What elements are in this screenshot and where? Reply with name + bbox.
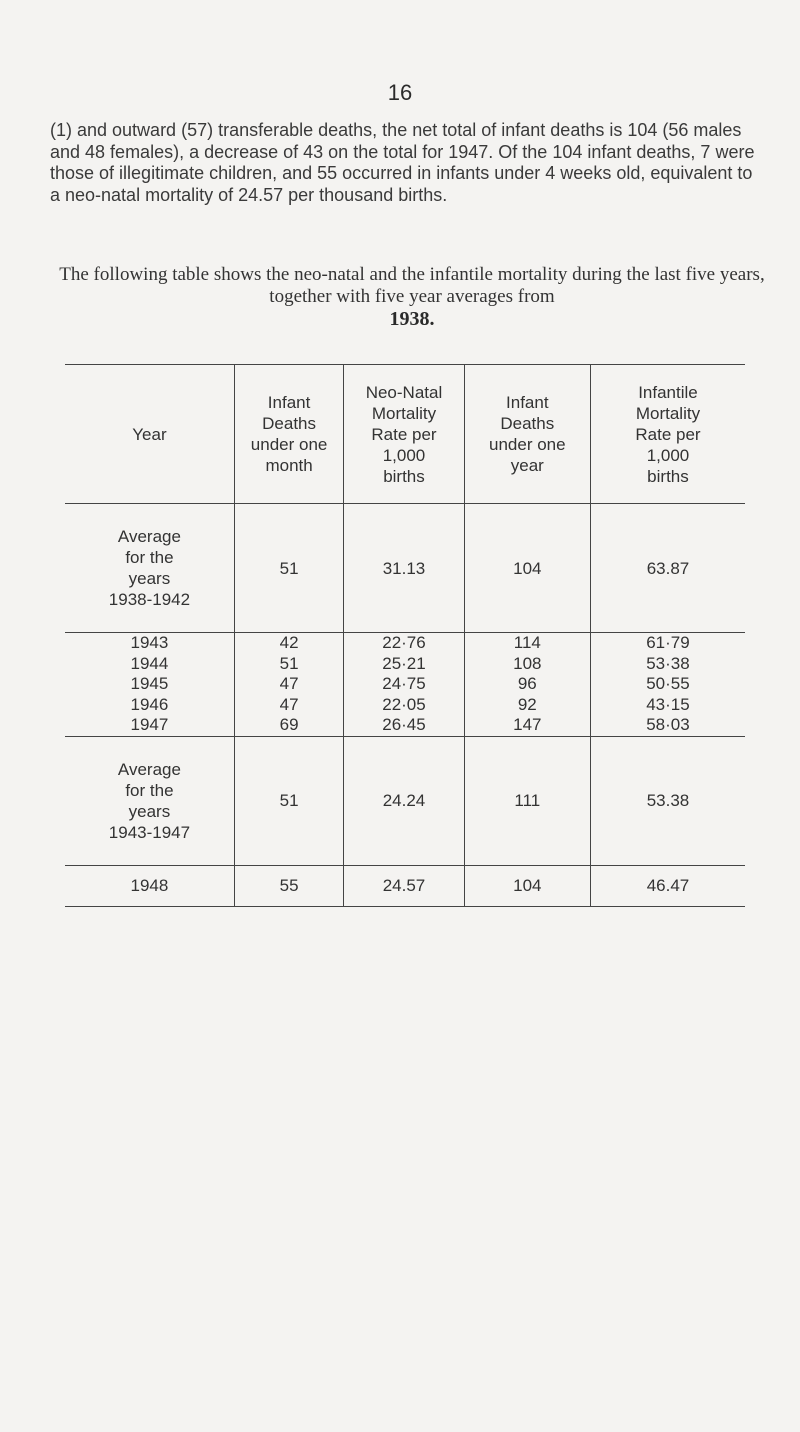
table-cell: 24.57 xyxy=(344,865,464,906)
header-infant-deaths-year xyxy=(464,365,590,504)
average-label xyxy=(65,504,234,633)
table-cell: 51 xyxy=(279,653,299,673)
header-neo-natal-rate xyxy=(344,365,464,504)
table-cell: 1948 xyxy=(65,865,234,906)
header-text: births xyxy=(383,466,425,486)
label-text: years xyxy=(128,569,171,588)
label-text: Average xyxy=(117,527,181,546)
header-text: 1,000 xyxy=(646,445,690,465)
header-text: Mortality xyxy=(371,403,437,423)
table-heading-text: The following table shows the neo-natal and the infantile mortality during the last five years, together with five year averages from xyxy=(59,264,765,307)
table-cell: 111 xyxy=(464,736,590,865)
label-text: years xyxy=(128,801,171,821)
table-cell: 22·76 xyxy=(382,633,426,652)
table-cell: 104 xyxy=(464,504,590,633)
header-text: year xyxy=(510,456,544,475)
table-cell: 1947 xyxy=(130,715,169,734)
infant-deaths-year-column xyxy=(464,633,590,737)
header-text: Infant xyxy=(267,393,311,412)
header-text: Infant xyxy=(506,393,549,412)
table-cell: 24.24 xyxy=(344,736,464,865)
table-cell: 24·75 xyxy=(382,674,426,693)
header-text: under one xyxy=(489,435,566,454)
header-year: Year xyxy=(65,365,234,504)
label-text: 1938-1942 xyxy=(108,590,191,609)
label-text: Average xyxy=(117,759,181,779)
table-cell: 63.87 xyxy=(590,504,745,633)
table-cell: 104 xyxy=(464,865,590,906)
header-text: Neo-Natal xyxy=(365,382,443,402)
header-text: 1,000 xyxy=(382,445,426,465)
table-cell: 147 xyxy=(513,715,542,734)
table-cell: 96 xyxy=(517,674,537,693)
table-cell: 31.13 xyxy=(344,504,464,633)
infant-deaths-month-column xyxy=(234,633,343,737)
table-cell: 26·45 xyxy=(382,715,426,734)
header-text: births xyxy=(647,466,689,486)
yearly-rows-1943-1947 xyxy=(65,633,745,737)
table-cell: 1943 xyxy=(130,633,169,652)
average-row-1943-1947 xyxy=(65,736,745,865)
table-cell: 47 xyxy=(279,694,299,714)
table-cell: 1946 xyxy=(130,694,169,714)
table-cell: 47 xyxy=(279,674,299,693)
average-row-1938-1942 xyxy=(65,504,745,633)
table-cell: 61·79 xyxy=(646,633,690,652)
table-cell: 58·03 xyxy=(646,715,690,734)
table-cell: 43·15 xyxy=(646,694,690,714)
table-cell: 51 xyxy=(234,736,343,865)
label-text: 1943-1947 xyxy=(108,822,191,842)
average-label xyxy=(65,736,234,865)
table-heading xyxy=(40,264,784,330)
row-1948 xyxy=(65,865,745,906)
intro-paragraph: (1) and outward (57) transferable deaths, the net total of infant deaths is 104 (56 males and 48 females), a decrease of 43 on the total for 1947. Of the 104 infant deaths, 7 were those of illegitimate children, and 55 occurred in infants under 4 weeks old, equivalent to a neo-natal mortality of 24.57 per thousand births. xyxy=(50,120,755,205)
header-text: Rate per xyxy=(371,424,437,444)
header-text: Deaths xyxy=(500,414,555,433)
table-heading-year: 1938. xyxy=(389,308,435,330)
header-text: Mortality xyxy=(635,403,701,423)
table-cell: 53.38 xyxy=(590,736,745,865)
table-cell: 92 xyxy=(517,694,537,714)
header-infantile-rate xyxy=(590,365,745,504)
header-text: Rate per xyxy=(635,424,701,444)
table-cell: 114 xyxy=(513,633,541,652)
table-cell: 53·38 xyxy=(646,653,690,673)
header-text: Infantile xyxy=(638,382,698,402)
table-cell: 22·05 xyxy=(382,694,426,714)
table-cell: 51 xyxy=(234,504,343,633)
label-text: for the xyxy=(125,548,174,567)
header-text: month xyxy=(265,456,313,475)
table-cell: 50·55 xyxy=(646,674,690,693)
table-cell: 1945 xyxy=(130,674,169,693)
table-cell: 46.47 xyxy=(590,865,745,906)
table-cell: 1944 xyxy=(130,653,169,673)
table-header-row xyxy=(65,365,745,504)
year-column xyxy=(65,633,234,737)
infantile-rate-column xyxy=(590,633,745,737)
table-cell: 55 xyxy=(234,865,343,906)
mortality-table xyxy=(65,364,745,907)
table-cell: 42 xyxy=(279,633,299,652)
header-text: Deaths xyxy=(262,414,317,433)
page-number: 16 xyxy=(387,80,413,105)
header-text: under one xyxy=(250,435,328,454)
neo-natal-rate-column xyxy=(344,633,464,737)
label-text: for the xyxy=(125,780,174,800)
header-infant-deaths-month xyxy=(234,365,343,504)
table-cell: 25·21 xyxy=(382,653,426,673)
table-cell: 108 xyxy=(513,653,542,673)
table-cell: 69 xyxy=(279,715,299,734)
